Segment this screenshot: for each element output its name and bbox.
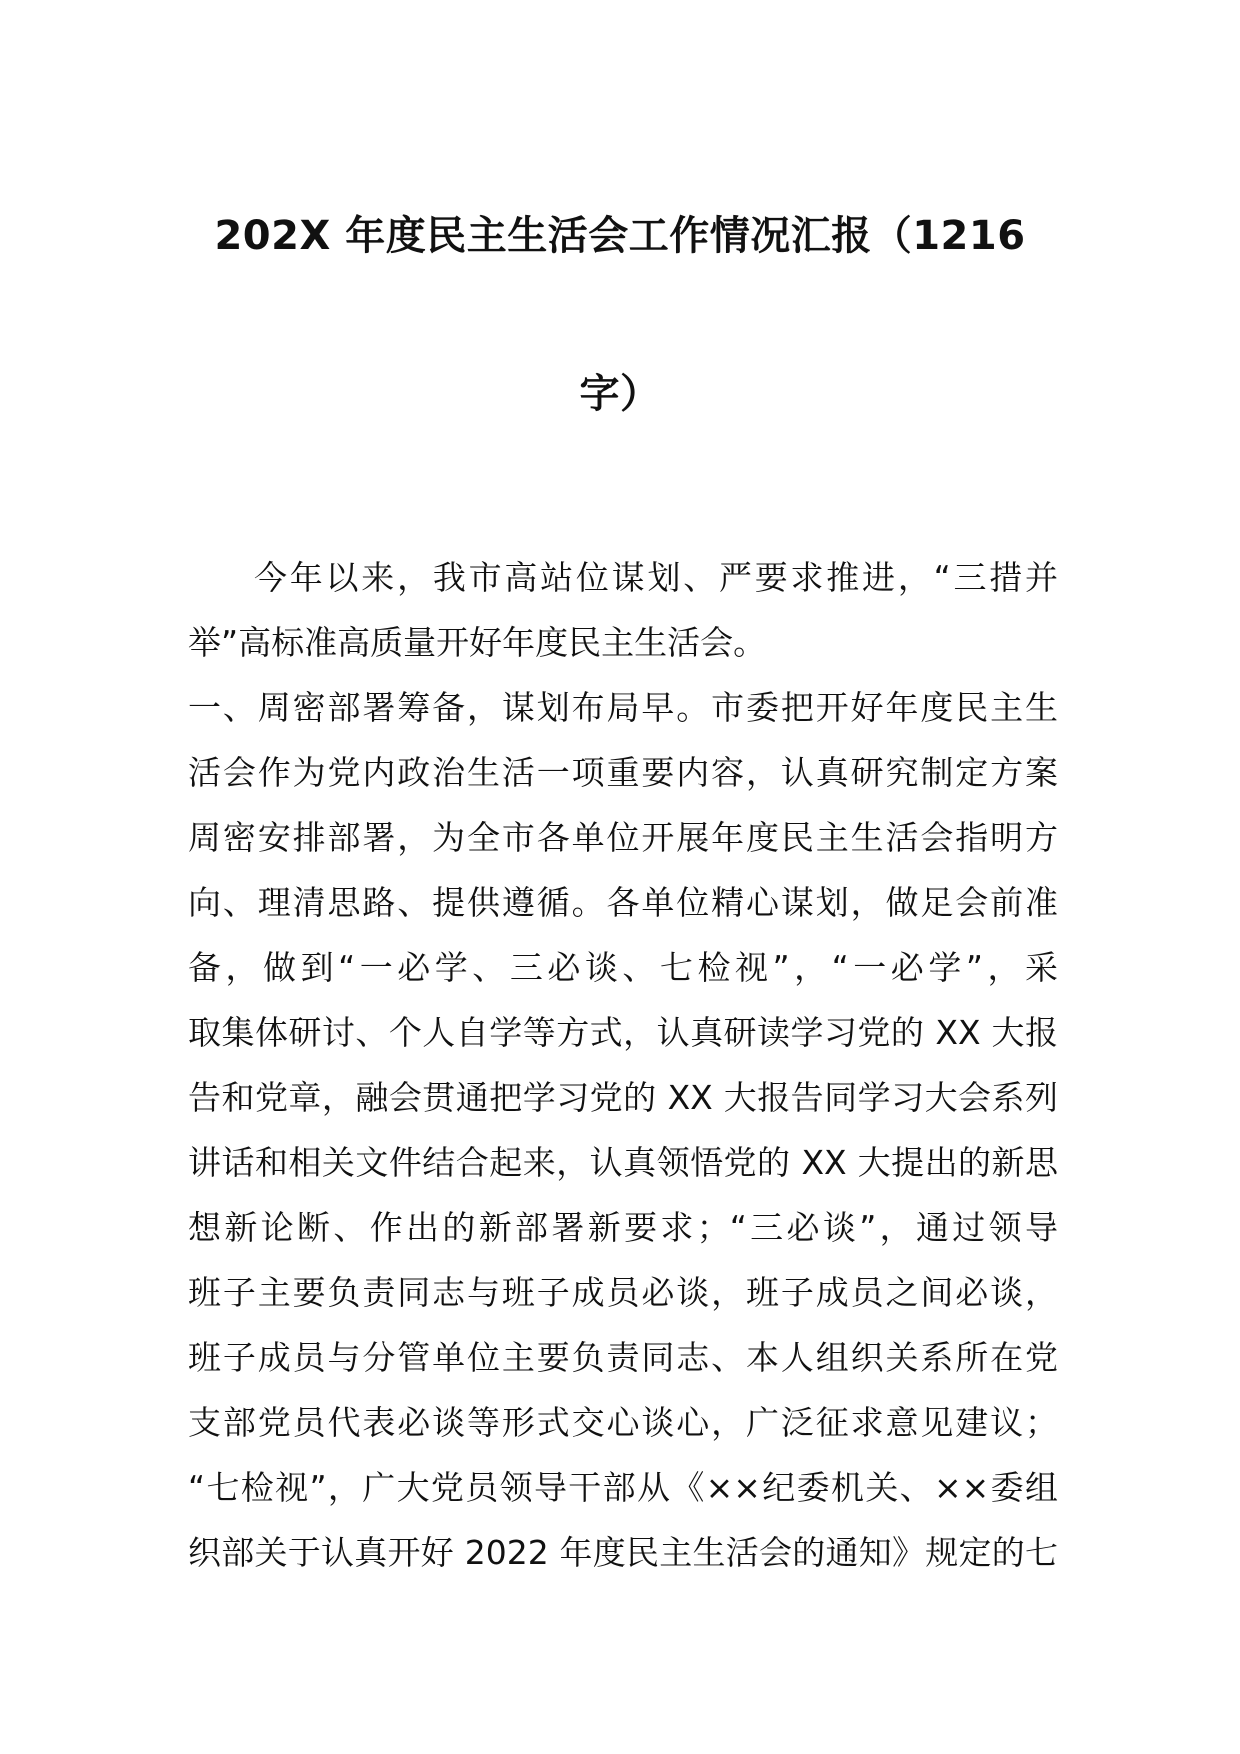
body-line: 取集体研讨、个人自学等方式，认真研读学习党的 XX 大报 (188, 1013, 1058, 1052)
body-line: 织部关于认真开好 2022 年度民主生活会的通知》规定的七 (188, 1533, 1058, 1572)
document-title-line-2: 字） (579, 371, 661, 417)
body-line: 班子成员与分管单位主要负责同志、本人组织关系所在党 (188, 1338, 1058, 1377)
body-line: 想新论断、作出的新部署新要求；“三必谈”，通过领导 (188, 1208, 1058, 1247)
body-line: 支部党员代表必谈等形式交心谈心，广泛征求意见建议； (188, 1403, 1058, 1442)
body-line: 举”高标准高质量开好年度民主生活会。 (188, 623, 767, 662)
document-title-line-1: 202X 年度民主生活会工作情况汇报（1216 (214, 213, 1026, 259)
body-line: 班子主要负责同志与班子成员必谈，班子成员之间必谈， (188, 1273, 1058, 1312)
body-line: 一、周密部署筹备，谋划布局早。市委把开好年度民主生 (188, 688, 1058, 727)
body-line: 今年以来，我市高站位谋划、严要求推进，“三措并 (254, 558, 1058, 597)
document-body (188, 545, 1058, 1585)
body-line: 活会作为党内政治生活一项重要内容，认真研究制定方案 (188, 753, 1058, 792)
body-line: 向、理清思路、提供遵循。各单位精心谋划，做足会前准 (188, 883, 1058, 922)
body-line: 讲话和相关文件结合起来，认真领悟党的 XX 大提出的新思 (188, 1143, 1058, 1182)
body-line: 备，做到“一必学、三必谈、七检视”，“一必学”，采 (188, 948, 1058, 987)
body-line: 告和党章，融会贯通把学习党的 XX 大报告同学习大会系列 (188, 1078, 1058, 1117)
body-line: “七检视”，广大党员领导干部从《××纪委机关、××委组 (188, 1468, 1058, 1507)
body-line: 周密安排部署，为全市各单位开展年度民主生活会指明方 (188, 818, 1058, 857)
